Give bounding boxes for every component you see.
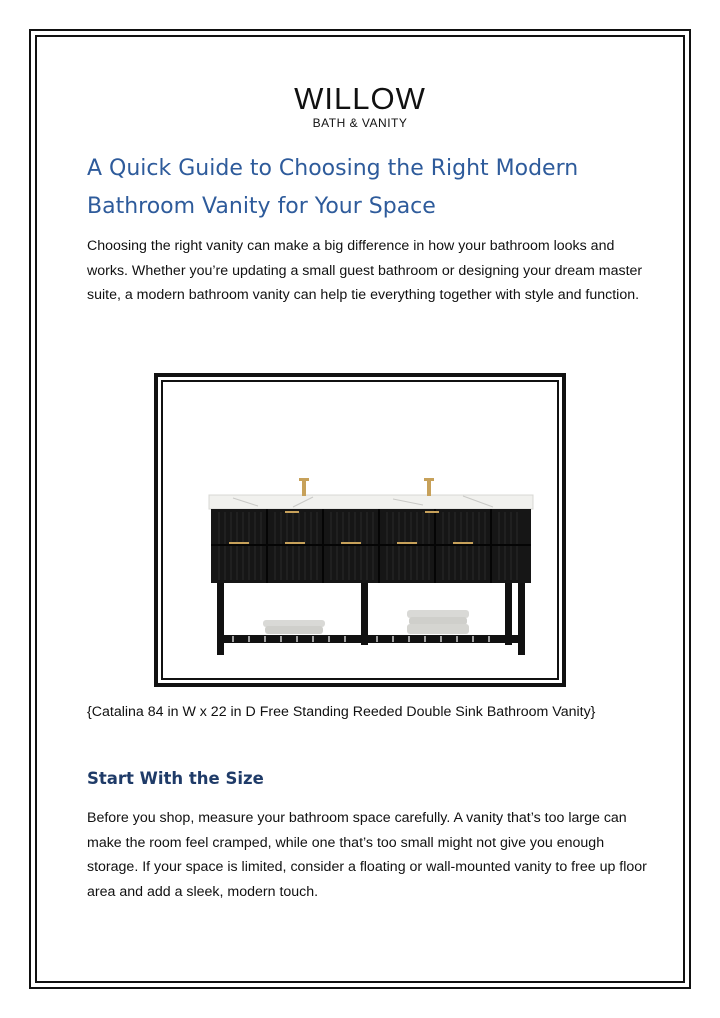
image-caption: {Catalina 84 in W x 22 in D Free Standing Reeded Double Sink Bathroom Vanity}: [87, 704, 596, 720]
vanity-countertop: [209, 495, 533, 509]
product-image-frame: [154, 373, 566, 687]
brand-name: WILLOW: [294, 81, 426, 116]
section-body-size: Before you shop, measure your bathroom space carefully. A vanity that’s too large can make the room feel cramped, while one that’s too small might not give you enough storage. If your space is limited, consider a floating or wall-mounted vanity to free up floor area and add a sleek, modern touch.: [87, 810, 647, 900]
faucet-left: [302, 480, 306, 496]
faucet-right: [427, 480, 431, 496]
article-title: A Quick Guide to Choosing the Right Modern Bathroom Vanity for Your Space: [87, 156, 579, 219]
section-heading-size: Start With the Size: [87, 769, 264, 788]
vanity-illustration: [163, 382, 561, 682]
lower-shelf: [217, 635, 525, 643]
vanity-legs: [217, 583, 525, 655]
brand-tagline: BATH & VANITY: [312, 116, 408, 130]
intro-paragraph: Choosing the right vanity can make a big difference in how your bathroom looks and works. Whether you’re updating a small guest bathroom or designing your dream master suite, a modern bathroom vanity can help tie everything together with style and function.: [87, 238, 643, 303]
brand-logo: [0, 81, 720, 130]
product-image: [161, 380, 559, 680]
